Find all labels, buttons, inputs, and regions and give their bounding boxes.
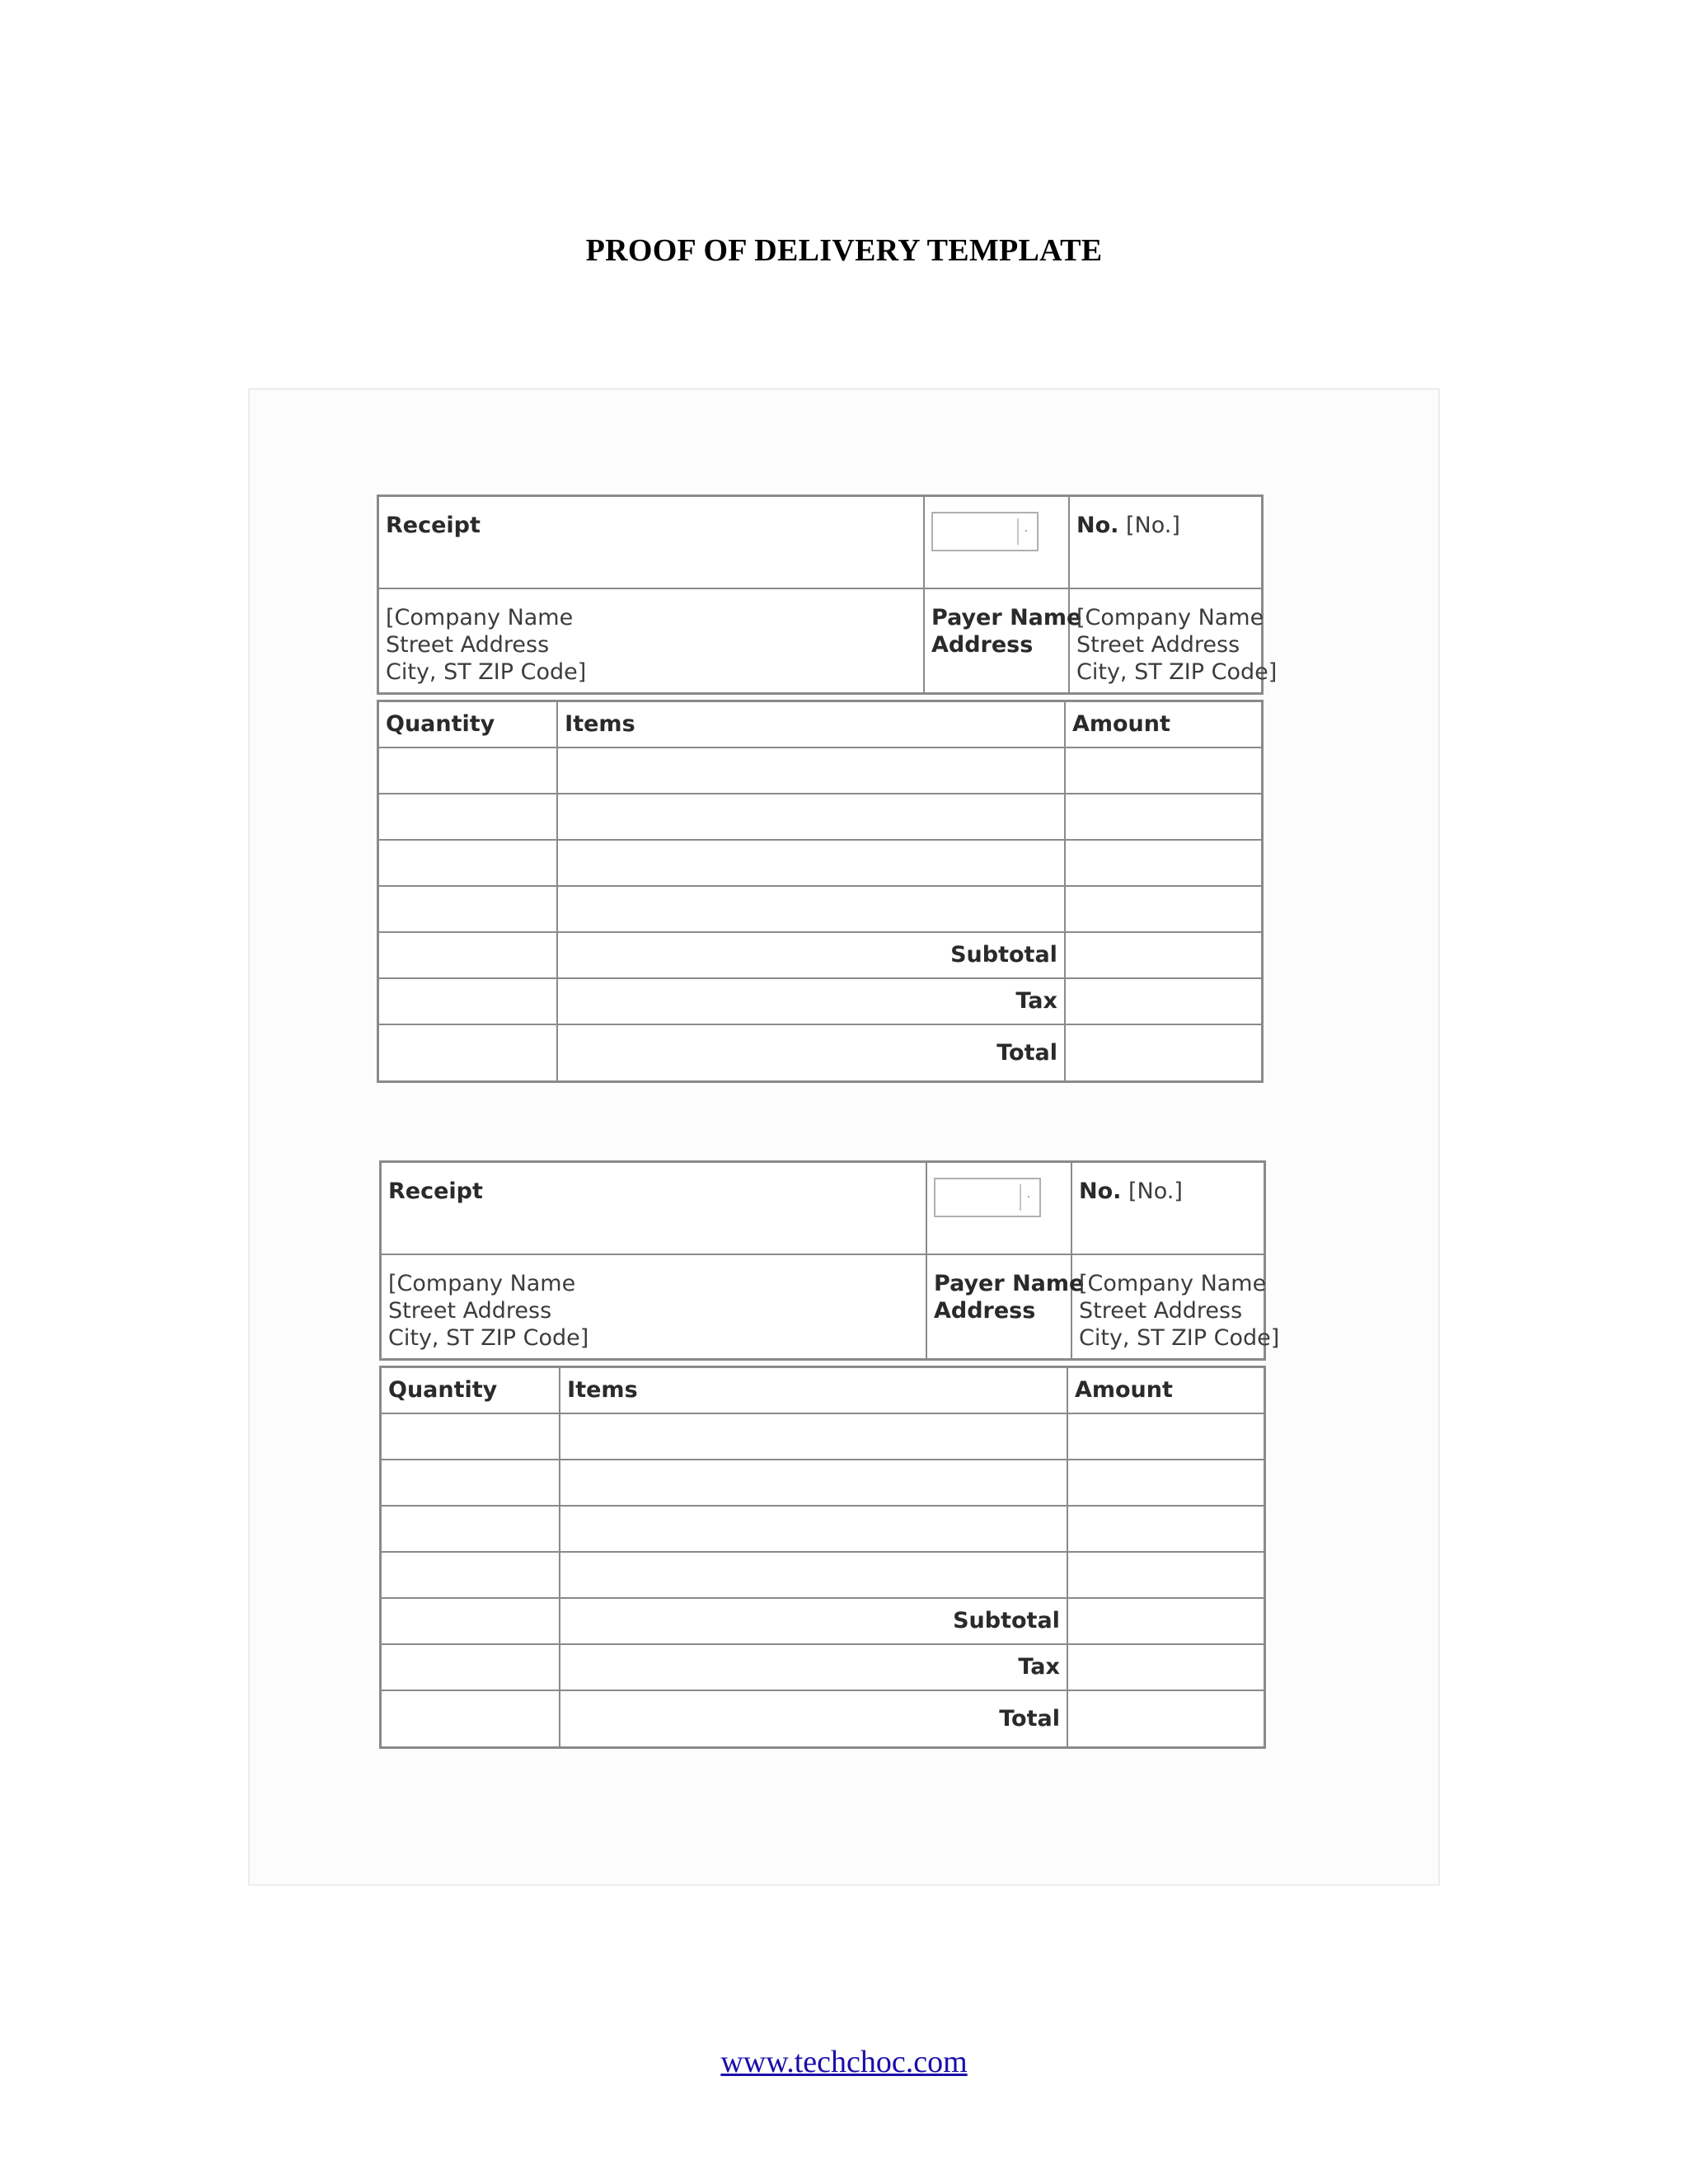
quantity-cell[interactable] bbox=[381, 1552, 560, 1598]
total-amount-cell[interactable] bbox=[1065, 1024, 1263, 1082]
footer-website-link[interactable]: www.techchoc.com bbox=[720, 2045, 968, 2079]
items-cell[interactable] bbox=[560, 1413, 1067, 1460]
tax-label: Tax bbox=[560, 1644, 1067, 1690]
quantity-cell[interactable] bbox=[378, 794, 558, 840]
company-address-block: [Company Name Street Address City, ST ZIP Code] bbox=[386, 605, 587, 685]
table-row bbox=[381, 1506, 1265, 1552]
divider bbox=[923, 497, 925, 692]
quantity-cell[interactable] bbox=[378, 840, 558, 886]
spinner-icon[interactable]: · bbox=[1020, 1184, 1036, 1211]
amount-cell[interactable] bbox=[1065, 840, 1263, 886]
table-row bbox=[378, 886, 1263, 932]
subtotal-amount-cell[interactable] bbox=[1065, 932, 1263, 978]
column-header-amount: Amount bbox=[1067, 1367, 1265, 1413]
receipt-number-value: [No.] bbox=[1128, 1179, 1183, 1204]
items-cell[interactable] bbox=[560, 1460, 1067, 1506]
receipt-header-block bbox=[377, 494, 1278, 695]
subtotal-row bbox=[378, 932, 1263, 978]
subtotal-label: Subtotal bbox=[557, 932, 1065, 978]
quantity-cell bbox=[378, 1024, 558, 1082]
column-header-items: Items bbox=[560, 1367, 1067, 1413]
receipt-heading: Receipt bbox=[386, 513, 481, 538]
tax-row bbox=[378, 978, 1263, 1024]
column-header-items: Items bbox=[557, 701, 1065, 748]
tax-row bbox=[381, 1644, 1265, 1690]
document-title: PROOF OF DELIVERY TEMPLATE bbox=[585, 233, 1103, 268]
table-row bbox=[378, 794, 1263, 840]
quantity-cell[interactable] bbox=[381, 1413, 560, 1460]
amount-cell[interactable] bbox=[1067, 1413, 1265, 1460]
total-row bbox=[378, 1024, 1263, 1082]
receipt-number-label: No. bbox=[1076, 513, 1119, 538]
quantity-cell bbox=[378, 978, 558, 1024]
payer-name-label: Payer Name Address bbox=[931, 605, 1082, 658]
tax-label: Tax bbox=[557, 978, 1065, 1024]
amount-cell[interactable] bbox=[1065, 794, 1263, 840]
date-picker-field[interactable] bbox=[931, 512, 1039, 551]
payer-address-block: [Company Name Street Address City, ST ZIP Code] bbox=[1076, 605, 1278, 685]
items-table bbox=[377, 700, 1264, 1083]
receipt-number-label: No. bbox=[1079, 1179, 1122, 1204]
table-row bbox=[378, 748, 1263, 794]
table-row bbox=[381, 1413, 1265, 1460]
subtotal-row bbox=[381, 1598, 1265, 1644]
items-cell[interactable] bbox=[557, 748, 1065, 794]
total-row bbox=[381, 1690, 1265, 1748]
amount-cell[interactable] bbox=[1067, 1552, 1265, 1598]
receipt-number bbox=[1076, 512, 1180, 539]
total-amount-cell[interactable] bbox=[1067, 1690, 1265, 1748]
quantity-cell bbox=[381, 1690, 560, 1748]
items-cell[interactable] bbox=[557, 840, 1065, 886]
amount-cell[interactable] bbox=[1067, 1460, 1265, 1506]
spinner-icon[interactable]: · bbox=[1017, 518, 1034, 545]
date-picker-field[interactable] bbox=[934, 1178, 1041, 1217]
total-label: Total bbox=[557, 1024, 1065, 1082]
column-header-quantity: Quantity bbox=[378, 701, 558, 748]
quantity-cell[interactable] bbox=[378, 748, 558, 794]
quantity-cell[interactable] bbox=[381, 1460, 560, 1506]
divider bbox=[382, 1254, 1264, 1255]
payer-name-label: Payer Name Address bbox=[934, 1271, 1085, 1324]
divider bbox=[1071, 1163, 1072, 1358]
tax-amount-cell[interactable] bbox=[1065, 978, 1263, 1024]
items-cell[interactable] bbox=[557, 886, 1065, 932]
total-label: Total bbox=[560, 1690, 1067, 1748]
quantity-cell bbox=[378, 932, 558, 978]
divider bbox=[1068, 497, 1070, 692]
receipt-number-value: [No.] bbox=[1126, 513, 1180, 538]
amount-cell[interactable] bbox=[1065, 748, 1263, 794]
subtotal-label: Subtotal bbox=[560, 1598, 1067, 1644]
quantity-cell bbox=[381, 1644, 560, 1690]
company-address-block: [Company Name Street Address City, ST ZIP Code] bbox=[388, 1271, 589, 1351]
table-header-row bbox=[381, 1367, 1265, 1413]
items-cell[interactable] bbox=[557, 794, 1065, 840]
subtotal-amount-cell[interactable] bbox=[1067, 1598, 1265, 1644]
table-header-row bbox=[378, 701, 1263, 748]
column-header-quantity: Quantity bbox=[381, 1367, 560, 1413]
quantity-cell bbox=[381, 1598, 560, 1644]
column-header-amount: Amount bbox=[1065, 701, 1263, 748]
items-cell[interactable] bbox=[560, 1506, 1067, 1552]
amount-cell[interactable] bbox=[1067, 1506, 1265, 1552]
quantity-cell[interactable] bbox=[378, 886, 558, 932]
tax-amount-cell[interactable] bbox=[1067, 1644, 1265, 1690]
table-row bbox=[378, 840, 1263, 886]
divider bbox=[926, 1163, 927, 1358]
quantity-cell[interactable] bbox=[381, 1506, 560, 1552]
items-cell[interactable] bbox=[560, 1552, 1067, 1598]
payer-address-block: [Company Name Street Address City, ST ZIP Code] bbox=[1079, 1271, 1280, 1351]
table-row bbox=[381, 1552, 1265, 1598]
divider bbox=[379, 588, 1261, 589]
amount-cell[interactable] bbox=[1065, 886, 1263, 932]
receipt-heading: Receipt bbox=[388, 1179, 483, 1204]
receipt-number bbox=[1079, 1178, 1183, 1205]
table-row bbox=[381, 1460, 1265, 1506]
receipt-header-block bbox=[379, 1160, 1280, 1361]
items-table bbox=[379, 1366, 1266, 1749]
